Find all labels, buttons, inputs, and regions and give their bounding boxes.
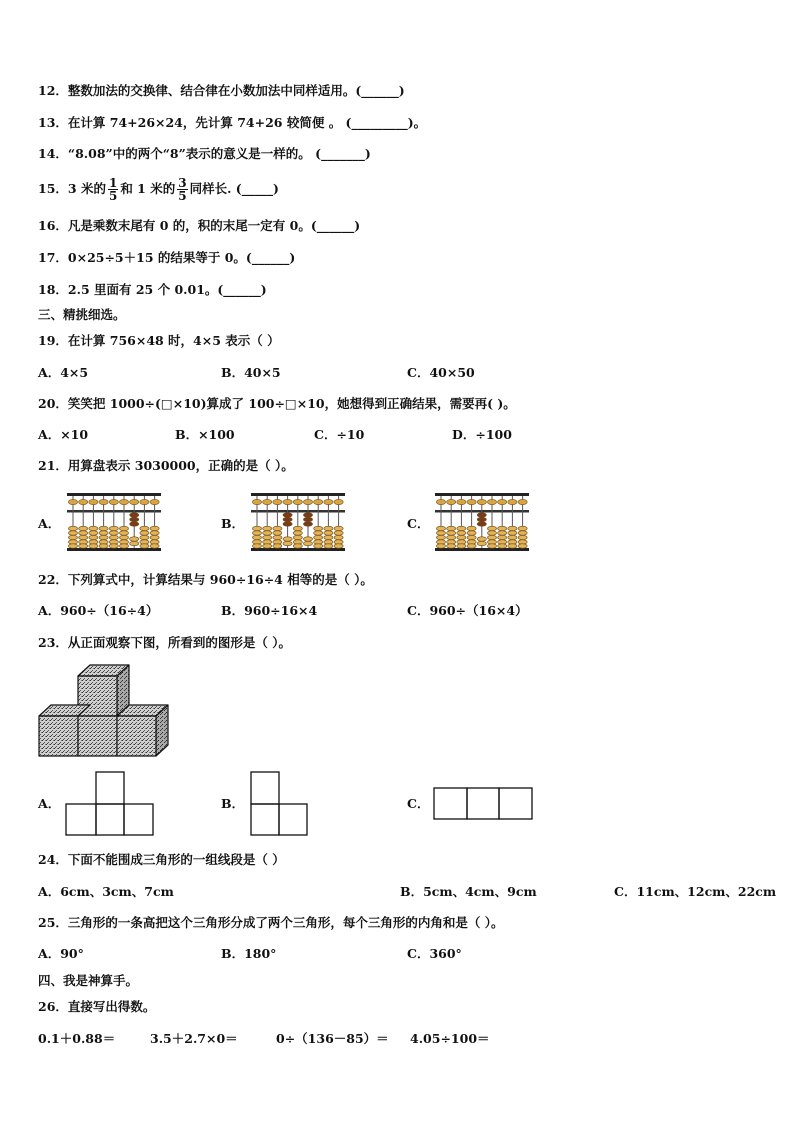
q22-option-a: A．960÷（16÷4）	[38, 603, 159, 618]
question-24: 24．下面不能围成三角形的一组线段是（ ）	[38, 852, 285, 867]
question-22: 22．下列算式中，计算结果与 960÷16÷4 相等的是（ ）。	[38, 572, 373, 587]
question-12: 12．整数加法的交换律、结合律在小数加法中同样适用。(______)	[38, 83, 405, 98]
view-shape-c	[433, 787, 535, 821]
section-heading-3: 三、精挑细选。	[38, 307, 126, 322]
q20-option-d: D．÷100	[452, 427, 512, 442]
q20-option-a: A．×10	[38, 427, 89, 442]
question-19: 19．在计算 756×48 时，4×5 表示（ ）	[38, 333, 280, 348]
q21-option-c: C．	[407, 516, 430, 531]
q15-suffix: 同样长. (_____)	[189, 181, 279, 196]
calc-expression-2: 3.5＋2.7×0＝	[150, 1031, 238, 1046]
q19-option-a: A．4×5	[38, 365, 89, 380]
question-21: 21．用算盘表示 3030000，正确的是（ ）。	[38, 458, 294, 473]
calc-expression-3: 0÷（136－85）＝	[276, 1031, 389, 1046]
question-16: 16．凡是乘数末尾有 0 的，积的末尾一定有 0。(______)	[38, 218, 361, 233]
fraction-denominator: 5	[178, 189, 187, 203]
q19-option-c: C．40×50	[407, 365, 475, 380]
fraction-three-fifths	[177, 177, 187, 202]
q19-option-b: B．40×5	[221, 365, 281, 380]
q22-option-c: C．960÷（16×4）	[407, 603, 528, 618]
q24-option-c: C．11cm、12cm、22cm	[614, 884, 777, 899]
cube-stack-figure	[38, 664, 170, 758]
q20-option-c: C．÷10	[314, 427, 365, 442]
question-13: 13．在计算 74+26×24，先计算 74+26 较简便 。 (_________)。	[38, 115, 427, 130]
question-20: 20．笑笑把 1000÷(□×10)算成了 100÷□×10，她想得到正确结果，需要再( )。	[38, 396, 516, 411]
question-14: 14．“8.08”中的两个“8”表示的意义是一样的。 (_______)	[38, 146, 371, 161]
question-18: 18．2.5 里面有 25 个 0.01。(______)	[38, 282, 267, 297]
abacus-b	[250, 492, 346, 552]
q23-option-a: A．	[38, 796, 61, 811]
q21-option-a: A．	[38, 516, 61, 531]
q23-option-c: C．	[407, 796, 430, 811]
q15-prefix: 15．3 米的	[38, 181, 106, 196]
question-17: 17．0×25÷5＋15 的结果等于 0。(______)	[38, 250, 296, 265]
question-15	[38, 177, 279, 202]
view-shape-b	[250, 771, 310, 837]
fraction-numerator: 3	[178, 176, 187, 190]
q24-option-b: B．5cm、4cm、9cm	[400, 884, 537, 899]
abacus-c	[434, 492, 530, 552]
question-25: 25．三角形的一条高把这个三角形分成了两个三角形，每个三角形的内角和是（ ）。	[38, 915, 504, 930]
q23-option-b: B．	[221, 796, 245, 811]
abacus-a	[66, 492, 162, 552]
question-26: 26．直接写出得数。	[38, 999, 156, 1014]
fraction-one-fifth	[108, 177, 118, 202]
view-shape-a	[65, 771, 155, 837]
q21-option-b: B．	[221, 516, 245, 531]
calc-expression-4: 4.05÷100＝	[410, 1031, 490, 1046]
q25-option-a: A．90°	[38, 946, 84, 961]
fraction-numerator: 1	[108, 176, 118, 190]
q15-middle: 和 1 米的	[120, 181, 176, 196]
fraction-denominator: 5	[108, 189, 118, 203]
q24-option-a: A．6cm、3cm、7cm	[38, 884, 174, 899]
question-23: 23．从正面观察下图，所看到的图形是（ ）。	[38, 635, 291, 650]
q25-option-b: B．180°	[221, 946, 277, 961]
q22-option-b: B．960÷16×4	[221, 603, 318, 618]
q25-option-c: C．360°	[407, 946, 462, 961]
section-heading-4: 四、我是神算手。	[38, 973, 139, 988]
calc-expression-1: 0.1＋0.88＝	[38, 1031, 116, 1046]
q20-option-b: B．×100	[175, 427, 235, 442]
